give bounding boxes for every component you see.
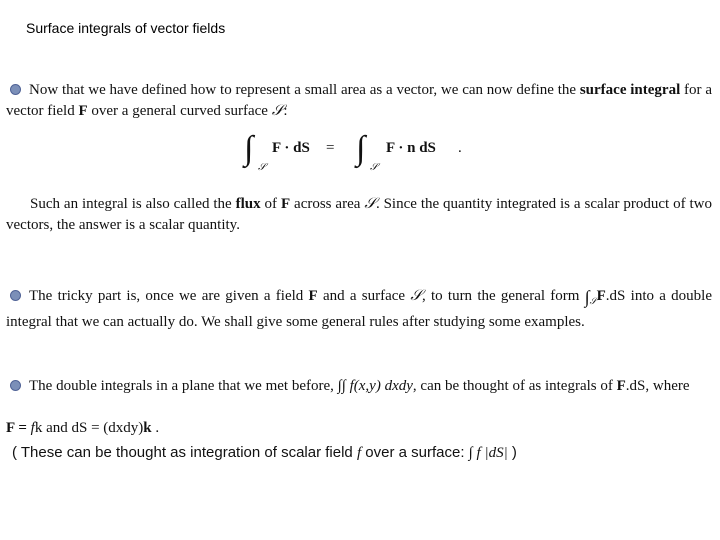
integral-subscript: 𝒮	[370, 162, 378, 173]
integral-subscript: 𝒮	[258, 162, 266, 173]
paragraph-flux: Such an integral is also called the flux of F across area 𝒮. Since the quantity integrated is a scalar product of two vectors, the answer is a scalar quantity.	[6, 196, 712, 233]
bullet-icon	[10, 84, 21, 95]
integral-sign: ∫	[356, 130, 366, 167]
bullet-icon	[10, 290, 21, 301]
equation-trailing-dot: .	[458, 140, 462, 156]
bullet-icon	[10, 380, 21, 391]
integral-sign: ∫	[244, 130, 254, 167]
scalar-field-note: ( These can be thought as integration of scalar field f over a surface: ∫ f |dS| )	[12, 444, 517, 461]
paragraph-tricky-part: The tricky part is, once we are given a field F and a surface 𝒮, to turn the general form $\int_𝒮F.dS$ into a double integral that we can actually do. We shall give some general rules after studying some examples.	[6, 287, 712, 330]
equation-lhs: F · dS	[272, 140, 310, 156]
paragraph-double-integrals: The double integrals in a plane that we met before, ∫∫ f(x,y) dxdy, can be thought of as integrals of F.dS, where	[6, 376, 712, 397]
equation-rhs: F · n dS	[386, 140, 436, 156]
paragraph-surface-integral-definition: Now that we have defined how to represent a small area as a vector, we can now define the surface integral for a vector field F over a general curved surface 𝒮:	[6, 82, 712, 119]
formula-line: F = fk and dS = (dxdy)k .	[6, 420, 160, 436]
surface-integral-equation	[0, 132, 720, 176]
slide-title: Surface integrals of vector fields	[26, 20, 226, 36]
equation-equals: =	[326, 140, 335, 156]
